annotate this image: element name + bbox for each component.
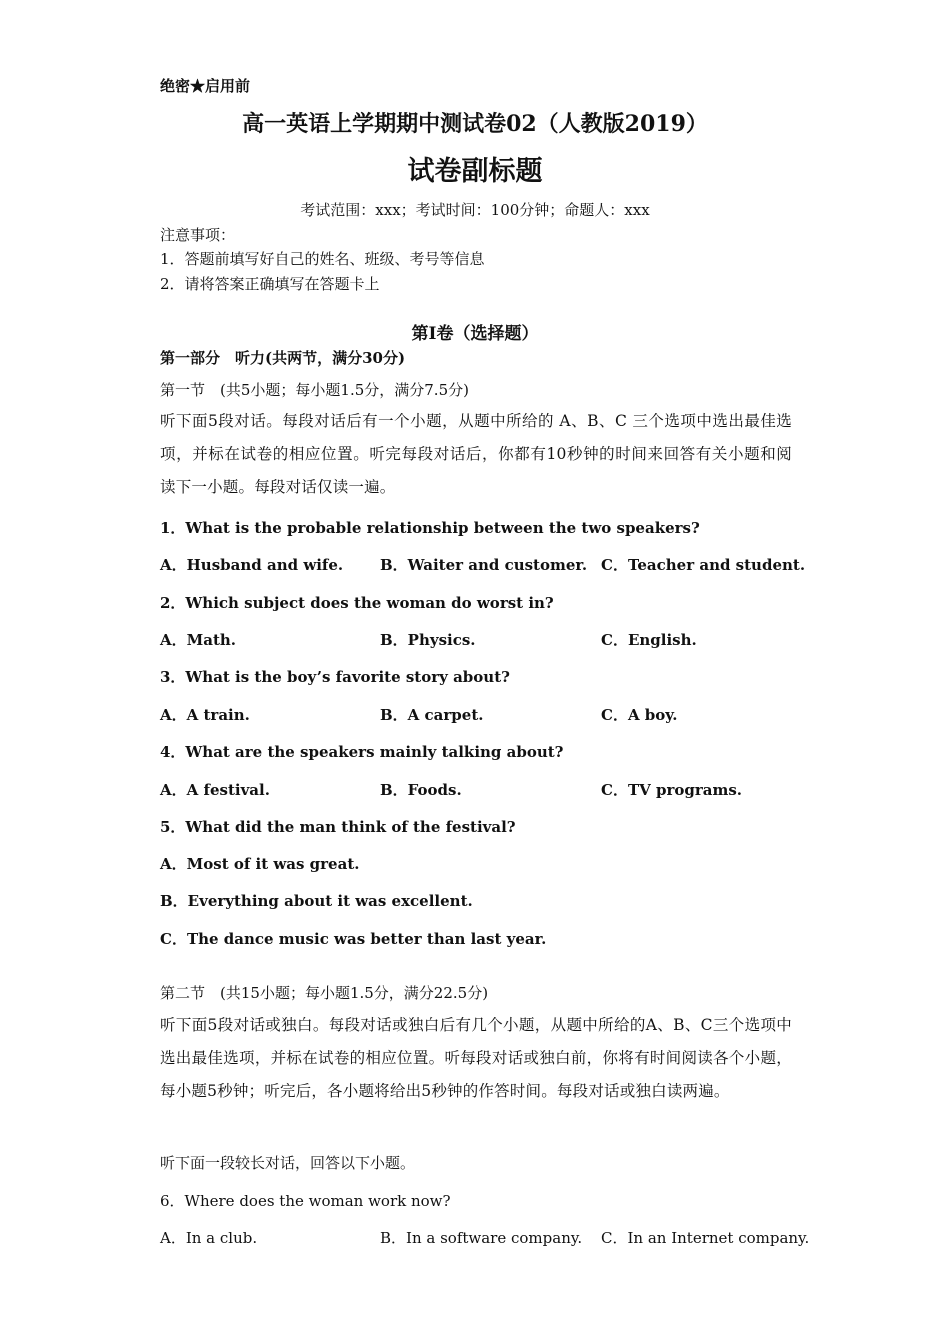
- option-b[interactable]: B．A carpet.: [380, 706, 484, 724]
- option-a[interactable]: A．Most of it was great.: [160, 855, 360, 873]
- volume-title: 第I卷（选择题）: [411, 324, 539, 344]
- option-a[interactable]: A．Math.: [160, 631, 237, 649]
- option-a[interactable]: A．A festival.: [160, 781, 270, 799]
- option-b[interactable]: B．Foods.: [380, 781, 462, 799]
- section2-instructions: 听下面5段对话或独白。每段对话或独白后有几个小题，从题中所给的A、B、C三个选项中选出最佳选项，并标在试卷的相应位置。听每段对话或独白前，你将有时间阅读各个小题，每小题5秒钟；听完后，各小题将给出5秒钟的作答时间。每段对话或独白读两遍。: [160, 1016, 792, 1100]
- option-c[interactable]: C．The dance music was better than last year.: [160, 930, 547, 948]
- option-b[interactable]: B．In a software company.: [380, 1229, 583, 1247]
- question-stem: 5．What did the man think of the festival?: [160, 818, 516, 836]
- option-b[interactable]: B．Everything about it was excellent.: [160, 892, 473, 910]
- option-a[interactable]: A．In a club.: [160, 1229, 258, 1247]
- exam-subtitle: 试卷副标题: [407, 156, 543, 187]
- exam-info: 考试范围：xxx；考试时间：100分钟；命题人：xxx: [300, 201, 650, 219]
- option-a[interactable]: A．Husband and wife.: [160, 556, 344, 574]
- option-c[interactable]: C．English.: [601, 631, 697, 649]
- question-stem: 4．What are the speakers mainly talking about?: [160, 743, 564, 761]
- notice-item: 2．请将答案正确填写在答题卡上: [160, 275, 380, 293]
- option-c[interactable]: C．A boy.: [601, 706, 678, 724]
- option-row: [0, 705, 950, 725]
- option-b[interactable]: B．Waiter and customer.: [380, 556, 588, 574]
- option-a[interactable]: A．A train.: [160, 706, 250, 724]
- confidential-label: 绝密★启用前: [160, 77, 251, 95]
- notice-item: 1．答题前填写好自己的姓名、班级、考号等信息: [160, 250, 485, 268]
- option-row: [0, 1228, 950, 1248]
- option-row: [0, 555, 950, 575]
- part1-heading: 第一部分 听力(共两节，满分30分): [160, 349, 406, 367]
- notice-heading: 注意事项：: [160, 226, 236, 244]
- option-c[interactable]: C．In an Internet company.: [601, 1229, 810, 1247]
- section2-lead: 听下面一段较长对话，回答以下小题。: [160, 1154, 416, 1172]
- section2-heading: 第二节 (共15小题；每小题1.5分，满分22.5分): [160, 984, 489, 1002]
- option-row: [0, 630, 950, 650]
- section1-instructions: 听下面5段对话。每段对话后有一个小题，从题中所给的 A、B、C 三个选项中选出最佳选项，并标在试卷的相应位置。听完每段对话后，你都有10秒钟的时间来回答有关小题和阅读下一小题。每段对话仅读一遍。: [160, 412, 792, 496]
- question-stem: 3．What is the boy’s favorite story about?: [160, 668, 510, 686]
- question-stem: 2．Which subject does the woman do worst in?: [160, 594, 554, 612]
- option-b[interactable]: B．Physics.: [380, 631, 476, 649]
- exam-title: 高一英语上学期期中测试卷02（人教版2019）: [242, 111, 708, 137]
- question-stem: 1．What is the probable relationship between the two speakers?: [160, 519, 700, 537]
- section1-heading: 第一节 (共5小题；每小题1.5分，满分7.5分): [160, 381, 469, 399]
- question-stem: 6．Where does the woman work now?: [160, 1192, 451, 1210]
- option-c[interactable]: C．Teacher and student.: [601, 556, 806, 574]
- option-row: [0, 780, 950, 800]
- option-c[interactable]: C．TV programs.: [601, 781, 743, 799]
